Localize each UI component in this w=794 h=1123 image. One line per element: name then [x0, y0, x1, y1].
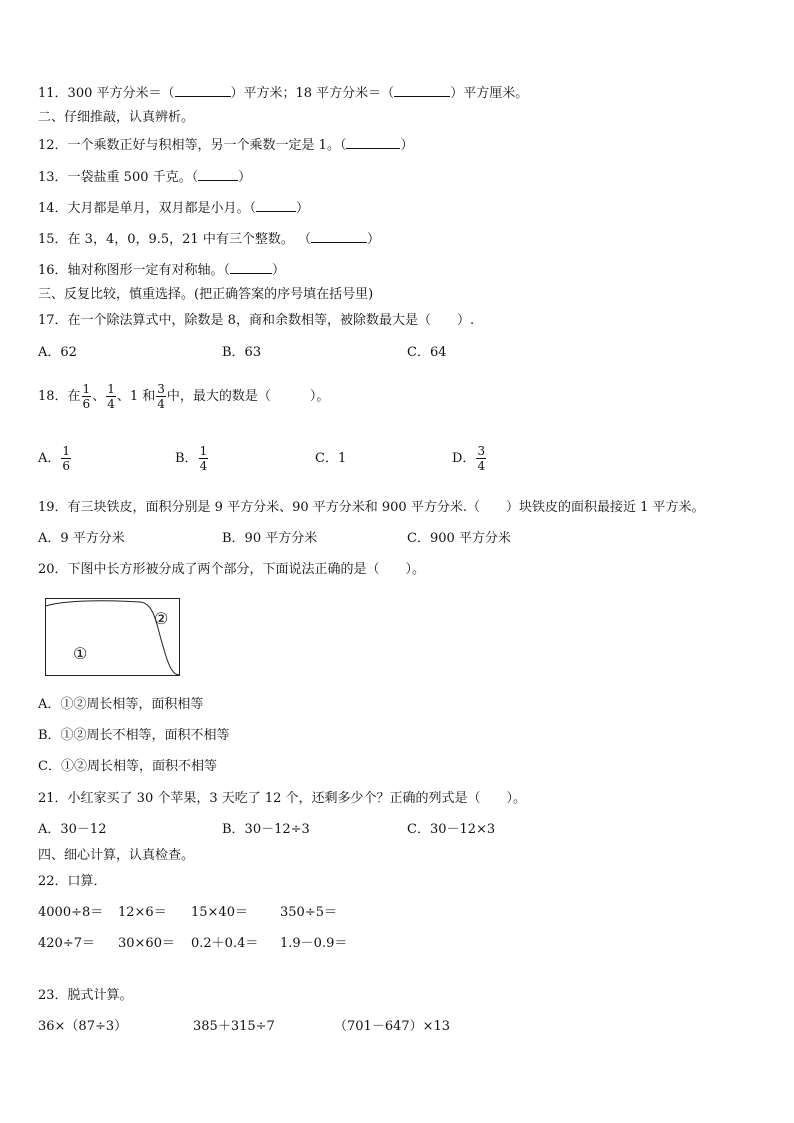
option-a[interactable]: A． $\frac{1}{6}$: [38, 444, 71, 473]
option-a[interactable]: A．①②周长相等，面积相等: [38, 697, 204, 712]
answer-blank[interactable]: [394, 84, 450, 97]
question-22-stem: 22．口算．: [38, 874, 107, 889]
answer-blank[interactable]: [198, 168, 238, 181]
section-heading-4: 四、细心计算，认真检查。: [38, 848, 195, 863]
option-b[interactable]: B．90 平方分米: [222, 531, 318, 546]
option-c[interactable]: C．30－12×3: [407, 822, 496, 837]
option-c[interactable]: C．64: [407, 345, 447, 360]
question-13: 13．一袋盐重 500 千克。（ ）: [38, 170, 252, 185]
region-label-2: ②: [154, 609, 169, 628]
fraction: $\frac{3}{4}$: [477, 444, 486, 473]
question-20-stem: 20．下图中长方形被分成了两个部分，下面说法正确的是（ ）。: [38, 562, 426, 577]
rectangle-figure: [45, 598, 181, 676]
fraction: $\frac{1}{6}$: [62, 444, 71, 473]
oral-calc-item: 420÷7＝: [38, 936, 95, 951]
option-a[interactable]: A．62: [38, 345, 77, 360]
question-21-stem: 21．小红家买了 30 个苹果，3 天吃了 12 个，还剩多少个？正确的列式是（ ）。: [38, 791, 527, 806]
fraction: $\frac{1}{6}$: [82, 382, 91, 411]
question-14: 14．大月都是单月，双月都是小月。（ ）: [38, 201, 310, 216]
question-16: 16．轴对称图形一定有对称轴。（ ）: [38, 263, 286, 278]
option-b[interactable]: B． $\frac{1}{4}$: [175, 444, 208, 473]
oral-calc-item: 12×6＝: [118, 905, 167, 920]
stepwise-calc-item: （701－647）×13: [334, 1019, 451, 1034]
question-19-stem: 19．有三块铁皮，面积分别是 9 平方分米、90 平方分米和 900 平方分米.（ ）块铁皮的面积最接近 1 平方米。: [38, 500, 705, 515]
stepwise-calc-item: 385＋315÷7: [193, 1019, 275, 1034]
question-18-stem: 18．在 $\frac{1}{6}$ 、 $\frac{1}{4}$ 、1 和 $\frac{3}{4}$ 中，最大的数是（ ）。: [38, 382, 330, 411]
fraction: $\frac{1}{4}$: [199, 444, 208, 473]
fraction: $\frac{3}{4}$: [157, 382, 165, 411]
option-b[interactable]: B．63: [222, 345, 262, 360]
question-17-stem: 17．在一个除法算式中，除数是 8，商和余数相等，被除数最大是（ ）.: [38, 313, 475, 328]
oral-calc-item: 0.2＋0.4＝: [191, 936, 259, 951]
answer-blank[interactable]: [175, 84, 231, 97]
oral-calc-item: 1.9－0.9＝: [280, 936, 348, 951]
oral-calc-item: 15×40＝: [191, 905, 248, 920]
answer-blank[interactable]: [346, 136, 400, 149]
question-12: 12．一个乘数正好与积相等，另一个乘数一定是 1。（ ）: [38, 138, 414, 153]
answer-blank[interactable]: [311, 230, 367, 243]
option-b[interactable]: B．①②周长不相等，面积不相等: [38, 728, 230, 743]
question-15: 15．在 3，4，0，9.5，21 中有三个整数。 （ ）: [38, 232, 380, 247]
region-label-1: ①: [73, 644, 88, 663]
section-heading-3: 三、反复比较，慎重选择。(把正确答案的序号填在括号里): [38, 287, 374, 302]
question-23-stem: 23．脱式计算。: [38, 988, 133, 1003]
stepwise-calc-item: 36×（87÷3）: [38, 1019, 128, 1034]
answer-blank[interactable]: [230, 261, 272, 274]
section-heading-2: 二、仔细推敲，认真辨析。: [38, 110, 195, 125]
question-11: 11．300 平方分米＝（ ）平方米；18 平方分米＝（ ）平方厘米。: [38, 86, 529, 101]
option-c[interactable]: C．①②周长相等，面积不相等: [38, 759, 217, 774]
oral-calc-item: 30×60＝: [118, 936, 175, 951]
fraction: $\frac{1}{4}$: [107, 382, 115, 411]
option-a[interactable]: A．9 平方分米: [38, 531, 125, 546]
option-c[interactable]: C．1: [315, 451, 347, 466]
oral-calc-item: 4000÷8＝: [38, 905, 104, 920]
option-b[interactable]: B．30－12÷3: [222, 822, 310, 837]
option-a[interactable]: A．30－12: [38, 822, 107, 837]
option-c[interactable]: C．900 平方分米: [407, 531, 511, 546]
option-d[interactable]: D． $\frac{3}{4}$: [452, 444, 486, 473]
oral-calc-item: 350÷5＝: [280, 905, 337, 920]
answer-blank[interactable]: [256, 199, 296, 212]
